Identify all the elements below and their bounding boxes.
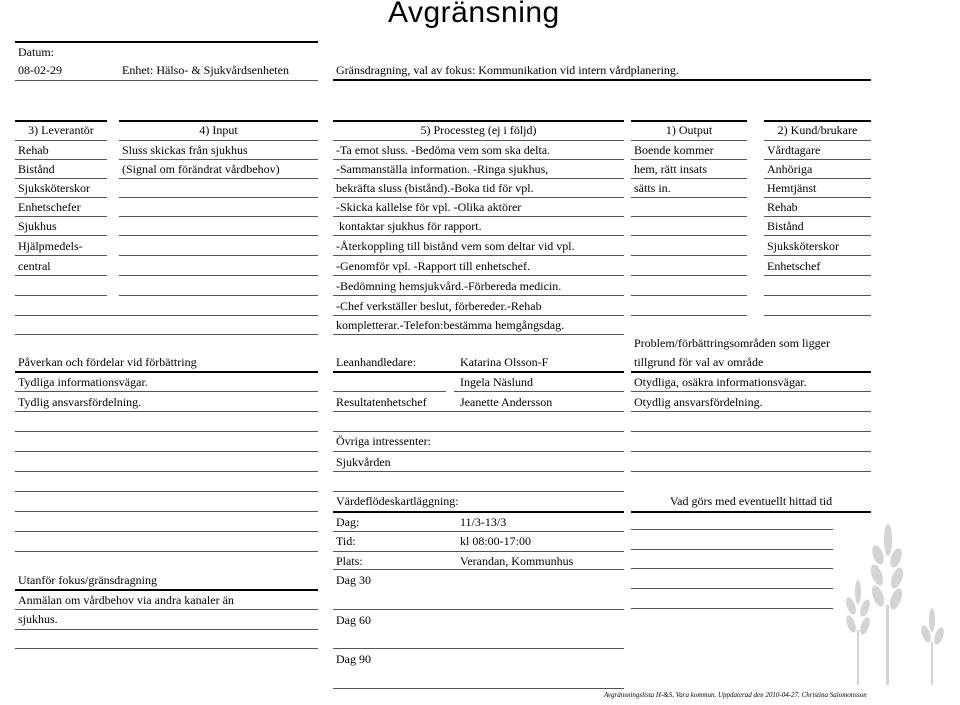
problem-label: Problem/förbättringsområden som ligger xyxy=(634,336,830,350)
rule xyxy=(15,235,107,236)
rule xyxy=(15,140,107,141)
gransdragning-rule xyxy=(333,79,871,81)
processteg-item: bekräfta sluss (bistånd).-Boka tid för vpl. xyxy=(336,181,534,195)
tid-label: Tid: xyxy=(336,534,356,548)
rule xyxy=(333,511,624,513)
rule xyxy=(764,159,871,160)
header-processteg: 5) Processteg (ej i följd) xyxy=(420,123,537,137)
processteg-item: kompletterar.-Telefon:bestämma hemgångsdag. xyxy=(336,318,565,332)
rule xyxy=(15,391,318,392)
leverantor-item: Sjukhus xyxy=(18,219,57,233)
dag60-label: Dag 60 xyxy=(336,613,371,627)
rule xyxy=(631,371,871,373)
resultatenhetschef-name: Jeanette Andersson xyxy=(460,395,553,409)
rule xyxy=(333,491,624,492)
vardeflode-label: Värdeflödeskartläggning: xyxy=(336,494,459,508)
rule xyxy=(631,451,871,452)
rule xyxy=(333,255,624,256)
rule xyxy=(119,275,318,276)
leverantor-item: Rehab xyxy=(18,143,49,157)
rule xyxy=(119,178,318,179)
rule xyxy=(333,531,624,532)
tid-value: kl 08:00-17:00 xyxy=(460,534,531,548)
rule xyxy=(631,140,747,141)
rule xyxy=(15,531,318,532)
ovriga-value: Sjukvården xyxy=(336,455,391,469)
header-leverantor: 3) Leverantör xyxy=(28,123,94,137)
rule xyxy=(333,235,624,236)
rule xyxy=(764,140,871,141)
rule xyxy=(333,371,624,373)
rule xyxy=(15,295,107,296)
rule xyxy=(15,451,318,452)
dag-label: Dag: xyxy=(336,515,360,529)
utanfor-line: Anmälan om vårdbehov via andra kanaler än xyxy=(18,593,234,607)
processteg-item: -Sammanställa information. -Ringa sjukhus, xyxy=(336,162,549,176)
resultatenhetschef-label: Resultatenhetschef xyxy=(336,395,427,409)
input-item: (Signal om förändrat vårdbehov) xyxy=(122,162,280,176)
rule xyxy=(631,295,747,296)
output-item: Boende kommer xyxy=(634,143,714,157)
rule xyxy=(333,391,446,392)
leanhandledare-name: Katarina Olsson-F xyxy=(460,355,549,369)
output-item: hem, rätt insats xyxy=(634,162,707,176)
rule xyxy=(631,159,747,160)
paverkan-item: Tydlig ansvarsfördelning. xyxy=(18,395,142,409)
processteg-item: kontaktar sjukhus för rapport. xyxy=(336,219,482,233)
rule xyxy=(333,275,624,276)
rule xyxy=(119,255,318,256)
rule xyxy=(15,371,318,373)
rule xyxy=(333,315,624,316)
dag30-label: Dag 30 xyxy=(336,573,371,587)
rule xyxy=(15,648,318,649)
rule xyxy=(631,216,747,217)
dag90-label: Dag 90 xyxy=(336,652,371,666)
dag-value: 11/3-13/3 xyxy=(460,515,507,529)
plats-label: Plats: xyxy=(336,554,363,568)
rule xyxy=(15,491,318,492)
rule xyxy=(15,159,107,160)
rule xyxy=(764,216,871,217)
rule xyxy=(333,334,624,335)
kund-item: Bistånd xyxy=(767,219,804,233)
rule xyxy=(15,197,107,198)
rule xyxy=(454,391,624,392)
kund-item: Sjuksköterskor xyxy=(767,239,839,253)
vadgors-label: Vad görs med eventuellt hittad tid xyxy=(669,494,833,508)
leanhandledare-label: Leanhandledare: xyxy=(336,355,416,369)
rule xyxy=(333,569,624,570)
rule xyxy=(15,609,318,610)
rule xyxy=(119,295,318,296)
paverkan-item: Tydliga informationsvägar. xyxy=(18,375,148,389)
rule xyxy=(333,471,624,472)
datum-label: Datum: xyxy=(18,45,54,59)
rule xyxy=(119,235,318,236)
rule xyxy=(631,411,871,412)
processteg-item: -Återkoppling till bistånd vem som deltar vid vpl. xyxy=(336,239,575,253)
leverantor-item: Hjälpmedels- xyxy=(18,239,83,253)
output-item: sätts in. xyxy=(634,181,671,195)
rule xyxy=(15,471,318,472)
header-kund: 2) Kund/brukare xyxy=(777,123,858,137)
rule xyxy=(119,159,318,160)
problem-label-2: tillgrund för val av område xyxy=(634,355,764,369)
rule xyxy=(15,315,318,316)
rule xyxy=(631,431,871,432)
kund-item: Vårdtagare xyxy=(767,143,821,157)
leverantor-item: Enhetschefer xyxy=(18,200,81,214)
leverantor-item: Bistånd xyxy=(18,162,55,176)
utanfor-line: sjukhus. xyxy=(18,612,58,626)
rule xyxy=(333,295,624,296)
rule xyxy=(119,197,318,198)
rule xyxy=(333,551,624,552)
rule xyxy=(15,589,318,591)
rule xyxy=(631,275,747,276)
leverantor-item: Sjuksköterskor xyxy=(18,181,90,195)
rule xyxy=(15,411,318,412)
rule xyxy=(631,549,833,550)
rule xyxy=(15,551,318,552)
rule xyxy=(333,178,624,179)
rule xyxy=(764,255,871,256)
rule xyxy=(631,568,833,569)
rule xyxy=(333,609,624,610)
input-item: Sluss skickas från sjukhus xyxy=(122,143,248,157)
rule xyxy=(631,178,747,179)
rule xyxy=(15,275,107,276)
rule xyxy=(631,608,833,609)
rule xyxy=(764,235,871,236)
rule xyxy=(631,235,747,236)
rule xyxy=(764,275,871,276)
rule xyxy=(764,197,871,198)
rule xyxy=(631,255,747,256)
rule xyxy=(764,315,871,316)
rule xyxy=(764,178,871,179)
rule xyxy=(764,295,871,296)
rule xyxy=(333,159,624,160)
rule xyxy=(631,529,833,530)
rule xyxy=(333,120,624,122)
rule xyxy=(119,120,318,122)
header-top-rule xyxy=(15,41,318,43)
footer-text: Avgränsningslista H-&S, Vara kommun. Uppdaterad den 2010-04-27. Christina Salomonsson xyxy=(604,691,867,699)
plats-value: Verandan, Kommunhus xyxy=(460,554,574,568)
header-output: 1) Output xyxy=(665,123,713,137)
processteg-item: -Skicka kallelse för vpl. -Olika aktörer xyxy=(336,200,522,214)
enhet-text: Enhet: Hälso- & Sjukvårdsenheten xyxy=(122,63,289,77)
rule xyxy=(15,216,107,217)
rule xyxy=(333,431,624,432)
rule xyxy=(631,471,871,472)
rule xyxy=(631,391,871,392)
rule xyxy=(15,120,107,122)
processteg-item: -Bedömning hemsjukvård.-Förbereda medicin. xyxy=(336,279,562,293)
gransdragning-text: Gränsdragning, val av fokus: Kommunikation vid intern vårdplanering. xyxy=(336,63,679,77)
rule xyxy=(15,511,318,512)
processteg-item: -Genomför vpl. -Rapport till enhetschef. xyxy=(336,259,530,273)
rule xyxy=(333,688,624,689)
rule xyxy=(333,451,624,452)
problem-item: Otydlig ansvarsfördelning. xyxy=(634,395,763,409)
rule xyxy=(333,140,624,141)
paverkan-label: Påverkan och fördelar vid förbättring xyxy=(18,355,197,369)
rule xyxy=(333,648,624,649)
ovriga-label: Övriga intressenter: xyxy=(336,434,431,448)
leverantor-item: central xyxy=(18,259,51,273)
rule xyxy=(15,431,318,432)
processteg-item: -Ta emot sluss. -Bedöma vem som ska delta. xyxy=(336,143,551,157)
kund-item: Enhetschef xyxy=(767,259,821,273)
kund-item: Hemtjänst xyxy=(767,181,817,195)
processteg-item: -Chef verkställer beslut, förbereder.-Rehab xyxy=(336,299,542,313)
rule xyxy=(15,255,107,256)
rule xyxy=(15,629,318,630)
problem-item: Otydliga, osäkra informationsvägar. xyxy=(634,375,807,389)
rule xyxy=(764,120,871,122)
leanhandledare-name: Ingela Näslund xyxy=(460,375,533,389)
header-input: 4) Input xyxy=(199,123,238,137)
rule xyxy=(15,334,318,335)
kund-item: Anhöriga xyxy=(767,162,813,176)
header-bottom-rule xyxy=(15,80,318,81)
rule xyxy=(631,197,747,198)
rule xyxy=(631,588,833,589)
rule xyxy=(119,216,318,217)
wheat-icon xyxy=(838,510,948,685)
datum-value: 08-02-29 xyxy=(18,63,62,77)
page-title: Avgränsning xyxy=(388,0,560,29)
rule xyxy=(15,178,107,179)
kund-item: Rehab xyxy=(767,200,798,214)
rule xyxy=(631,511,871,513)
rule xyxy=(333,216,624,217)
rule xyxy=(333,411,624,412)
rule xyxy=(119,140,318,141)
rule xyxy=(333,197,624,198)
rule xyxy=(631,120,747,122)
utanfor-label: Utanför fokus/gränsdragning xyxy=(18,573,157,587)
rule xyxy=(631,315,747,316)
